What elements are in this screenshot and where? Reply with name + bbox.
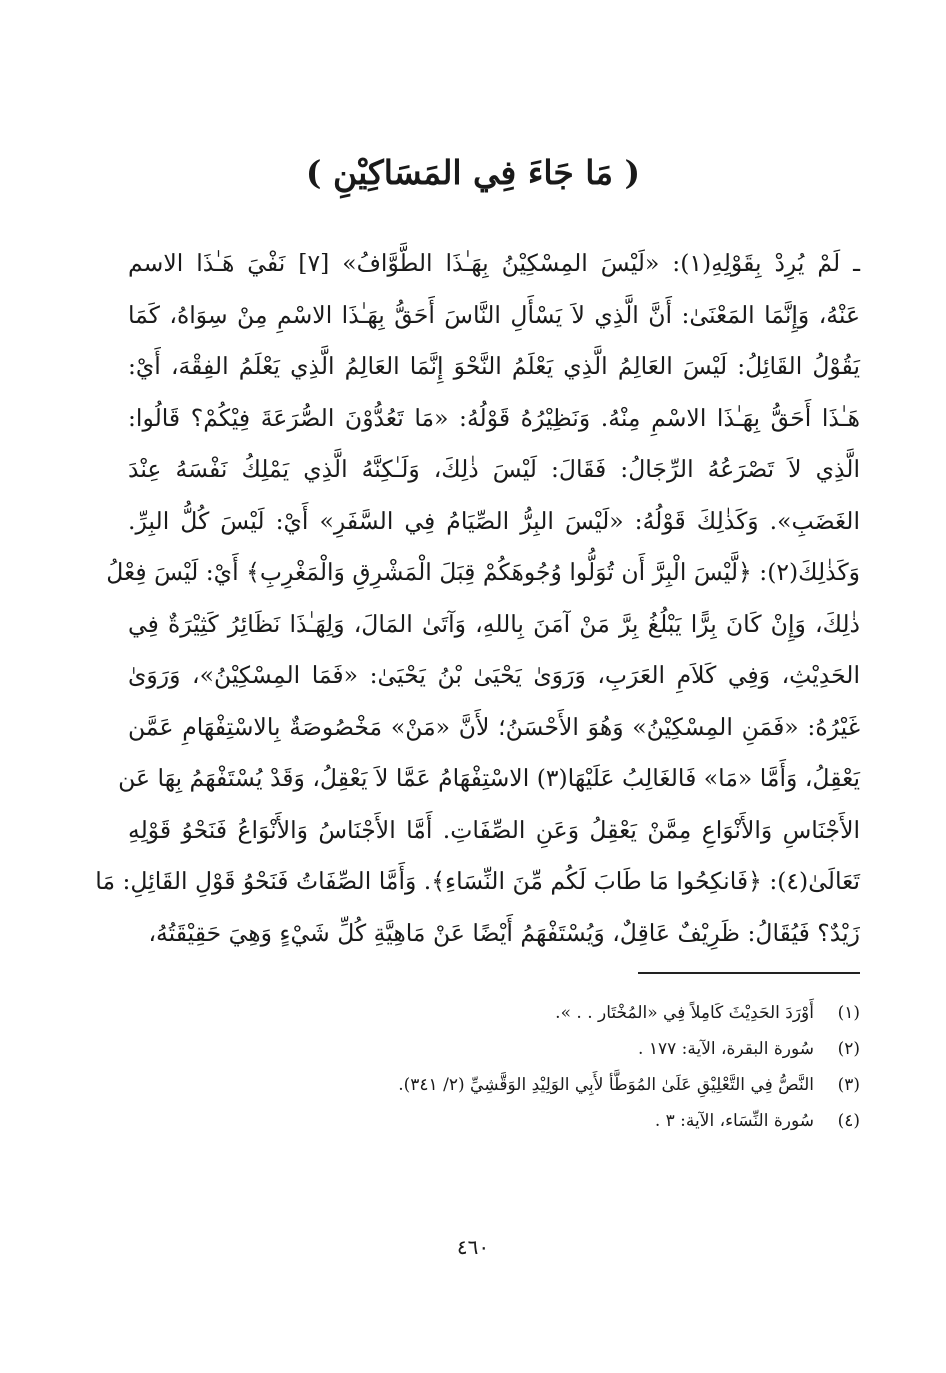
text-line: هَـٰذَا أَحَقُّ بِهَـٰذَا الاسْمِ مِنْهُ. وَنَظِيْرُهُ قَوْلُهُ: «مَا تَعُدُّوْنَ الصُّرَعَةَ فِيْكُمْ؟ قَالُوا:: [128, 403, 860, 432]
text-line: الغَضَبِ». وَكَذٰلِكَ قَوْلُهُ: «لَيْسَ البِرُّ الصِّيَامُ فِي السَّفَرِ» أَيْ: لَيْسَ كُلُّ البِرِّ.: [128, 506, 860, 535]
text-line: زَيْدٌ؟ فَيُقَالُ: ظَرِيْفٌ عَاقِلٌ، وَيُسْتَفْهَمُ أَيْضًا عَنْ مَاهِيَّةِ كُلِّ شَيْءٍ وَهِيَ حَقِيْقَتُهُ،: [148, 918, 860, 947]
text-line: يَقُوْلُ القَائِلُ: لَيْسَ العَالِمُ الَّذِي يَعْلَمُ النَّحْوَ إِنَّمَا العَالِمُ الَّذِي يَعْلَمُ الفِقْهَ، أَيْ:: [128, 352, 860, 380]
text-line: تَعَالَىٰ(٤): ﴿فَانكِحُوا مَا طَابَ لَكُم مِّنَ النِّسَاءِ﴾. وَأَمَّا الصِّفَاتُ فَنَحْوُ قَوْلِ القَائِلِ: مَا: [95, 867, 860, 895]
text-line: يَعْقِلُ، وَأَمَّا «مَا» فَالغَالِبُ عَلَيْهَا(٣) الاسْتِفْهَامُ عَمَّا لاَ يَعْقِلُ، وَقَدْ يُسْتَفْهَمُ بِهَا عَن: [118, 764, 860, 792]
footnote-number: (١): [837, 1003, 860, 1023]
text-line: وَكَذٰلِكَ(٢): ﴿لَّيْسَ الْبِرَّ أَن تُوَلُّوا وُجُوهَكُمْ قِبَلَ الْمَشْرِقِ وَالْمَغْرِبِ﴾ أَيْ: لَيْسَ فِعْلُ: [106, 558, 860, 586]
footnote-number: (٣): [837, 1075, 860, 1095]
footnote-3: [100, 1067, 860, 1103]
text-line: الأَجْنَاسِ وَالأَنْوَاعِ مِمَّنْ يَعْقِلُ وَعَنِ الصِّفَاتِ. أَمَّا الأَجْنَاسُ وَالأَنْوَاعُ فَنَحْوُ قَوْلِهِ: [128, 815, 860, 844]
footnote-text: النَّصُّ فِي التَّعْلِيْقِ عَلَىٰ المُوَطَّأ لأَبِي الوَلِيْدِ الوَقَّشِيِّ (٢/ ٣٤١).: [398, 1075, 814, 1095]
text-line: الحَدِيْثِ، وَفِي كَلاَمِ العَرَبِ، وَرَوَىٰ يَحْيَىٰ بْنُ يَحْيَىٰ: «فَمَا المِسْكِيْنُ»، وَرَوَىٰ: [128, 661, 860, 689]
text-line: ذٰلِكَ، وَإِنْ كَانَ بِرًّا يَبْلُغُ بِرَّ مَنْ آمَنَ بِاللهِ، وَآتَىٰ المَالَ، وَلِهَـٰذَا نَظَائِرُ كَثِيْرَةٌ فِي: [128, 609, 860, 638]
text-line: عَنْهُ، وَإِنَّمَا المَعْنَىٰ: أَنَّ الَّذِي لاَ يَسْأَلِ النَّاسَ أَحَقُّ بِهَـٰذَا الاسْمِ مِنْ سِوَاهُ، كَمَا: [128, 300, 860, 329]
text-line: ـ لَمْ يُرِدْ بِقَوْلِهِ(١): «لَيْسَ المِسْكِيْنُ بِهَـٰذَا الطَّوَّافُ» [٧] نَفْيَ هَـٰذَا الاسم: [128, 249, 861, 277]
text-line: غَيْرُهُ: «فَمَنِ المِسْكِيْنُ» وَهُوَ الأَحْسَنُ؛ لأَنَّ «مَنْ» مَخْصُوصَةٌ بِالاسْتِفْهَامِ عَمَّن: [128, 712, 860, 741]
footnote-text: سُورة البقرة، الآية: ١٧٧ .: [638, 1039, 814, 1059]
footnote-text: أَوْرَدَ الحَدِيْثَ كَامِلاً فِي «المُخْتَار . . ».: [555, 1003, 814, 1023]
text-line: الَّذِي لاَ تَصْرَعُهُ الرِّجَالُ: فَقَالَ: لَيْسَ ذٰلِكَ، وَلَـٰكِنَّهُ الَّذِي يَمْلِكُ نَفْسَهُ عِنْدَ: [128, 455, 860, 483]
main-text: [95, 238, 861, 959]
footnote-divider: [638, 972, 860, 974]
footnote-2: [100, 1031, 860, 1067]
page-number: ٤٦٠: [456, 1235, 490, 1259]
chapter-title: ( مَا جَاءَ فِي المَسَاكِيْنِ ): [305, 153, 641, 192]
footnote-text: سُورة النِّسَاء، الآية: ٣ .: [654, 1111, 814, 1131]
footnote-4: [100, 1103, 860, 1139]
footnote-number: (٢): [837, 1039, 860, 1059]
footnote-number: (٤): [837, 1111, 860, 1131]
footnotes: [100, 995, 860, 1139]
footnote-1: [100, 995, 860, 1031]
